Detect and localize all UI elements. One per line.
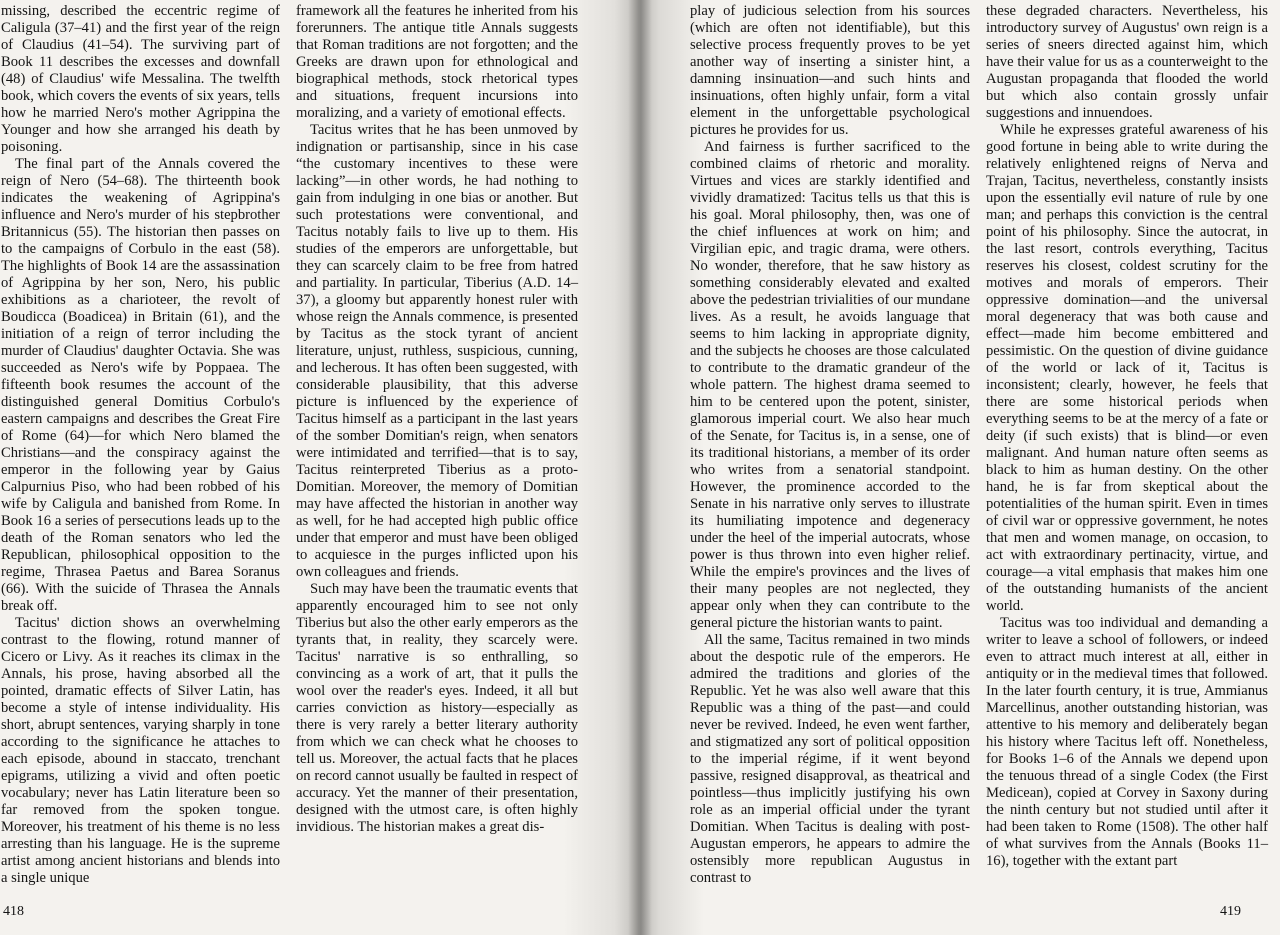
left-page-column-2 [296,3,578,836]
paragraph: Such may have been the traumatic events that apparently encouraged him to see not only Tiberius but also the other early emperors as the tyrants that, in reality, they scarcely were. Tacitus' narrative is so enthralling, so convincing as a work of art, that it pulls the wool over the reader's eyes. Indeed, it all but carries conviction as history—especially as there is very rarely a better literary authority from which we can check what he chooses to tell us. Moreover, the actual facts that he places on record cannot usually be faulted in respect of accuracy. Yet the manner of their presentation, designed with the utmost care, is often highly invidious. The historian makes a great dis- [296,581,578,835]
paragraph: And fairness is further sacrificed to the combined claims of rhetoric and morality. Virtues and vices are starkly identified and vividly dramatized: Tacitus tells us that this is his goal. Moral philosophy, then, was one of the chief influences at work on him; and Virgilian epic, and tragic drama, were others. No wonder, therefore, that he saw history as something considerably elevated and exalted above the pedestrian trivialities of our mundane lives. As a result, he avoids language that seems to him lacking in appropriate dignity, and the subjects he chooses are those calculated to contribute to the dramatic grandeur of the whole pattern. The highest drama seemed to him to be centered upon the potent, sinister, glamorous imperial court. We also hear much of the Senate, for Tacitus is, in a sense, one of its traditional historians, a member of its order who writes from a senatorial standpoint. However, the prominence accorded to the Senate in his narrative only serves to illustrate its humiliating impotence and degeneracy under the heel of the imperial autocrats, whose power is thus thrown into even higher relief. While the empire's provinces and the lives of their many peoples are not neglected, they appear only when they can contribute to the general picture the historian wants to paint. [690,139,970,631]
paragraph: missing, described the eccentric regime of Caligula (37–41) and the first year of the reign of Claudius (41–54). The surviving part of Book 11 describes the excesses and downfall (48) of Claudius' wife Messalina. The twelfth book, which covers the events of six years, tells how he married Nero's mother Agrippina the Younger and how she arranged his death by poisoning. [1,3,280,155]
paragraph: The final part of the Annals covered the reign of Nero (54–68). The thirteenth book indicates the weakening of Agrippina's influence and Nero's murder of his stepbrother Britannicus (55). The historian then passes on to the campaigns of Corbulo in the east (58). The highlights of Book 14 are the assassination of Agrippina by her son, Nero, his public exhibitions as a charioteer, the revolt of Boudicca (Boadicea) in Britain (61), and the initiation of a reign of terror including the murder of Claudius' daughter Octavia. She was succeeded as Nero's wife by Poppaea. The fifteenth book resumes the account of the distinguished general Domitius Corbulo's eastern campaigns and describes the Great Fire of Rome (64)—for which Nero blamed the Christians—and the conspiracy against the emperor in the following year by Gaius Calpurnius Piso, who had been robbed of his wife by Caligula and banished from Rome. In Book 16 a series of persecutions leads up to the death of the Roman senators who led the Republican, philosophical opposition to the regime, Thrasea Paetus and Barea Soranus (66). With the suicide of Thrasea the Annals break off. [1,156,280,614]
paragraph: Tacitus writes that he has been unmoved by indignation or partisanship, since in his case “the customary incentives to these were lacking”—in other words, he had nothing to gain from indulging in one bias or another. But such protestations were conventional, and Tacitus notably fails to live up to them. His studies of the emperors are unforgettable, but they can scarcely claim to be free from hatred and partiality. In particular, Tiberius (A.D. 14–37), a gloomy but apparently honest ruler with whose reign the Annals commence, is presented by Tacitus as the stock tyrant of ancient literature, unjust, ruthless, suspicious, cunning, and lecherous. It has often been suggested, with considerable plausibility, that this adverse picture is influenced by the experience of Tacitus himself as a participant in the last years of the somber Domitian's reign, when senators were intimidated and terrified—that is to say, Tacitus reinterpreted Tiberius as a proto-Domitian. Moreover, the memory of Domitian may have affected the historian in another way as well, for he had accepted high public office under that emperor and must have been obliged to acquiesce in the purges inflicted upon his own colleagues and friends. [296,122,578,580]
right-page [640,0,1280,935]
paragraph: framework all the features he inherited from his forerunners. The antique title Annals suggests that Roman traditions are not forgotten; and the Greeks are drawn upon for ethnological and biographical methods, stock rhetorical types and situations, frequent incursions into moralizing, and a variety of emotional effects. [296,3,578,121]
paragraph: Tacitus was too individual and demanding a writer to leave a school of followers, or indeed even to attract much interest at all, either in antiquity or in the medieval times that followed. In the later fourth century, it is true, Ammianus Marcellinus, another outstanding historian, was attentive to his memory and deliberately began his history where Tacitus left off. Nonetheless, for Books 1–6 of the Annals we depend upon the tenuous thread of a single Codex (the First Medicean), copied at Corvey in Saxony during the ninth century but not studied until after it had been taken to Rome (1508). The other half of what survives from the Annals (Books 11–16), together with the extant part [986,615,1268,869]
book-gutter-shadow [628,0,652,935]
left-page-column-1 [1,3,280,887]
page-number: 419 [1220,904,1241,919]
paragraph: these degraded characters. Nevertheless, his introductory survey of Augustus' own reign is a series of sneers directed against him, which have their value for us as a counterweight to the Augustan propaganda that flooded the world but which also contain grossly unfair suggestions and innuendoes. [986,3,1268,121]
paragraph: All the same, Tacitus remained in two minds about the despotic rule of the emperors. He admired the traditions and glories of the Republic. Yet he was also well aware that this Republic was a thing of the past—and could never be revived. Indeed, he even went farther, and stigmatized any sort of political opposition to the imperial régime, if it went beyond passive, resigned disapproval, as theatrical and pointless—thus implicitly justifying his own role as an imperial official under the tyrant Domitian. When Tacitus is dealing with post-Augustan emperors, he appears to admire the ostensibly more republican Augustus in contrast to [690,632,970,886]
right-page-column-1 [690,3,970,887]
right-page-column-2 [986,3,1268,870]
paragraph: Tacitus' diction shows an overwhelming contrast to the flowing, rotund manner of Cicero or Livy. As it reaches its climax in the Annals, his prose, having absorbed all the pointed, dramatic effects of Silver Latin, has become a style of intense individuality. His short, abrupt sentences, varying sharply in tone according to the significance he attaches to each episode, abound in staccato, trenchant epigrams, utilizing a vivid and often poetic vocabulary; never has Latin literature been so far removed from the spoken tongue. Moreover, his treatment of his theme is no less arresting than his language. He is the supreme artist among ancient historians and blends into a single unique [1,615,280,886]
paragraph: While he expresses grateful awareness of his good fortune in being able to write during the relatively enlightened reigns of Nerva and Trajan, Tacitus, nevertheless, constantly insists upon the essentially evil nature of rule by one man; and perhaps this conviction is the central point of his philosophy. Since the autocrat, in the last resort, controls everything, Tacitus reserves his closest, coldest scrutiny for the motives and morals of emperors. Their oppressive domination—and the universal moral degeneracy that was both cause and effect—made him become embittered and pessimistic. On the question of divine guidance of the world or lack of it, Tacitus is inconsistent; clearly, however, he feels that there are some historical periods when everything seems to be at the mercy of a fate or deity (if such exists) that is blind—or even malignant. And human nature often seems as black to him as human destiny. On the other hand, he is far from skeptical about the potentialities of the human spirit. Even in times of civil war or oppressive government, he notes that men and women manage, on occasion, to act with extraordinary pertinacity, virtue, and courage—a vital emphasis that makes him one of the outstanding humanists of the ancient world. [986,122,1268,614]
page-number: 418 [3,904,24,919]
paragraph: play of judicious selection from his sources (which are often not identifiable), but this selective process frequently proves to be yet another way of inserting a sinister hint, a damning insinuation—and such hints and insinuations, often highly unfair, form a vital element in the unforgettable psychological pictures he provides for us. [690,3,970,138]
